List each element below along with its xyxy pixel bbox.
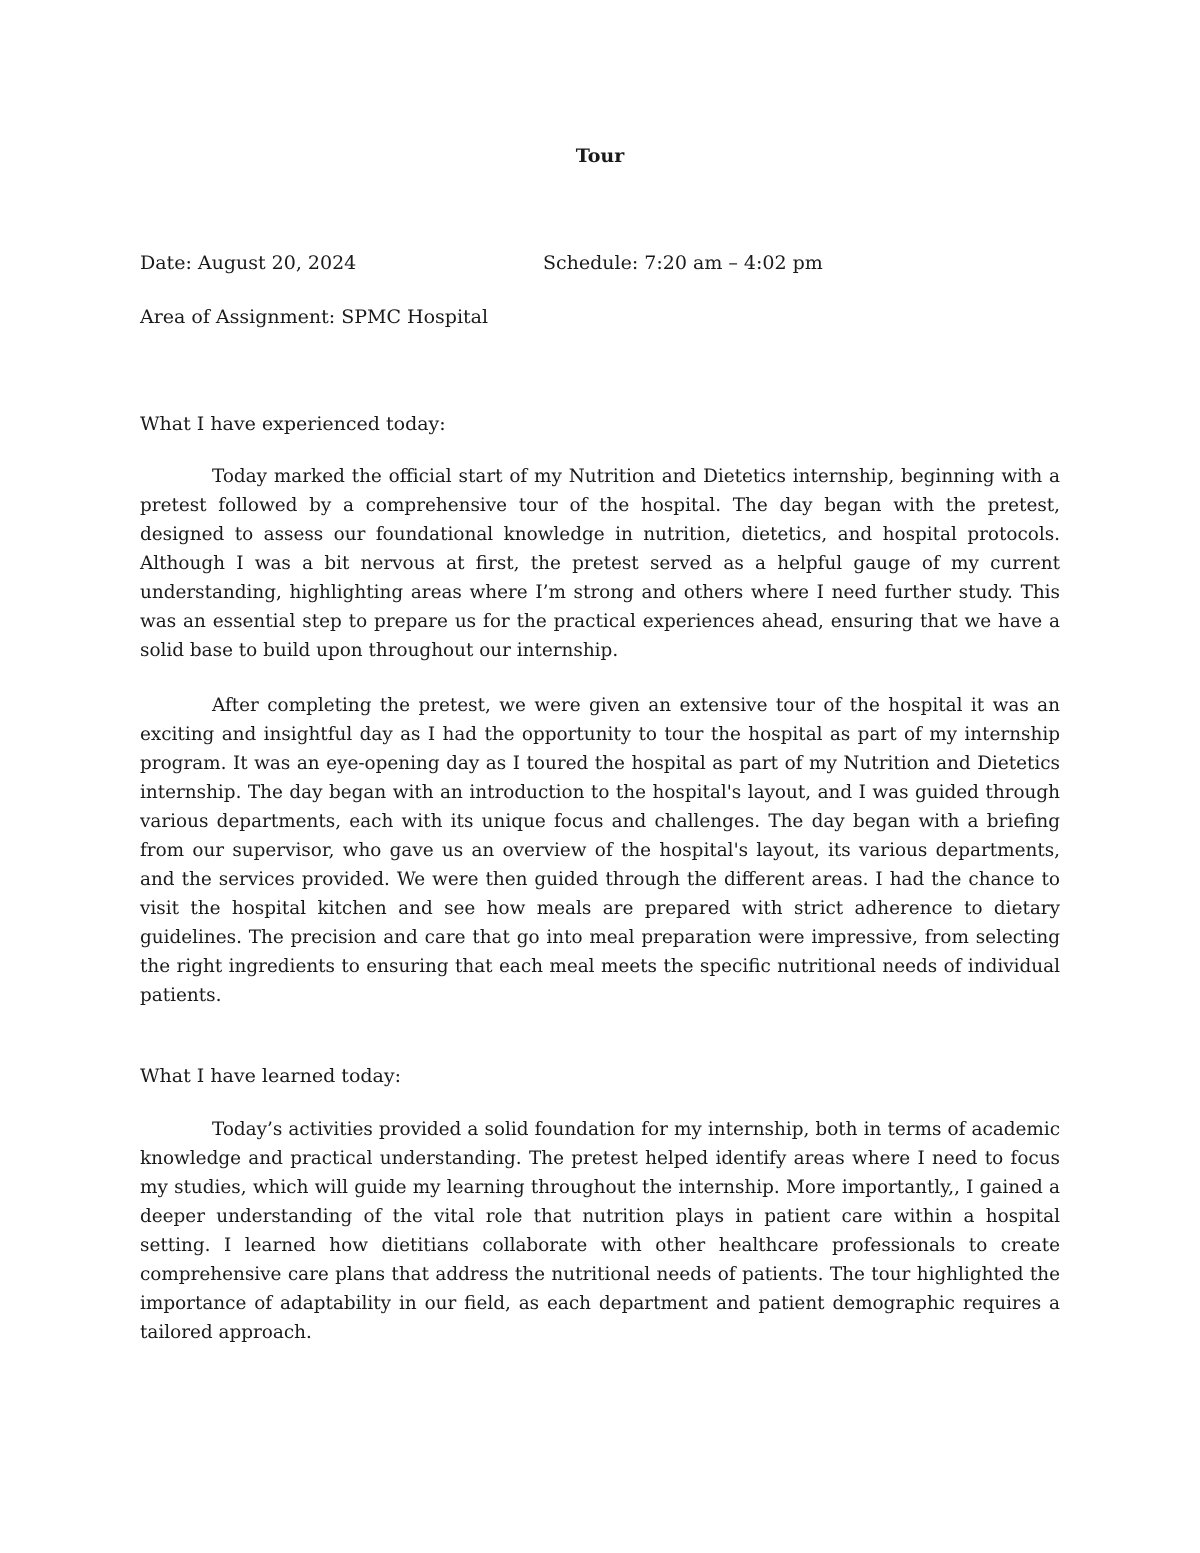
learned-paragraph-1: Today’s activities provided a solid foundation for my internship, both in terms of academic knowledge and practical understanding. The pretest helped identify areas where I need to focus my studies, which will guide my learning throughout the internship. More importantly,, I gained a deeper understanding of the vital role that nutrition plays in patient care within a hospital setting. I learned how dietitians collaborate with other healthcare professionals to create comprehensive care plans that address the nutritional needs of patients. The tour highlighted the importance of adaptability in our field, as each department and patient demographic requires a tailored approach. xyxy=(140,1119,1060,1343)
date-field: Date: August 20, 2024 xyxy=(140,252,357,274)
document-title: Tour xyxy=(575,145,625,167)
learned-heading: What I have learned today: xyxy=(140,1065,402,1087)
area-of-assignment-field: Area of Assignment: SPMC Hospital xyxy=(140,306,489,328)
experienced-paragraph-2: After completing the pretest, we were given an extensive tour of the hospital it was an exciting and insightful day as I had the opportunity to tour the hospital as part of my internship program. It was an eye-opening day as I toured the hospital as part of my Nutrition and Dietetics internship. The day began with an introduction to the hospital's layout, and I was guided through various departments, each with its unique focus and challenges. The day began with a briefing from our supervisor, who gave us an overview of the hospital's layout, its various departments, and the services provided. We were then guided through the different areas. I had the chance to visit the hospital kitchen and see how meals are prepared with strict adherence to dietary guidelines. The precision and care that go into meal preparation were impressive, from selecting the right ingredients to ensuring that each meal meets the specific nutritional needs of individual patients. xyxy=(140,695,1060,1006)
experienced-paragraph-1: Today marked the official start of my Nutrition and Dietetics internship, beginning with a pretest followed by a comprehensive tour of the hospital. The day began with the pretest, designed to assess our foundational knowledge in nutrition, dietetics, and hospital protocols. Although I was a bit nervous at first, the pretest served as a helpful gauge of my current understanding, highlighting areas where I’m strong and others where I need further study. This was an essential step to prepare us for the practical experiences ahead, ensuring that we have a solid base to build upon throughout our internship. xyxy=(140,466,1060,661)
experienced-heading: What I have experienced today: xyxy=(140,413,446,435)
schedule-field: Schedule: 7:20 am – 4:02 pm xyxy=(543,252,823,274)
